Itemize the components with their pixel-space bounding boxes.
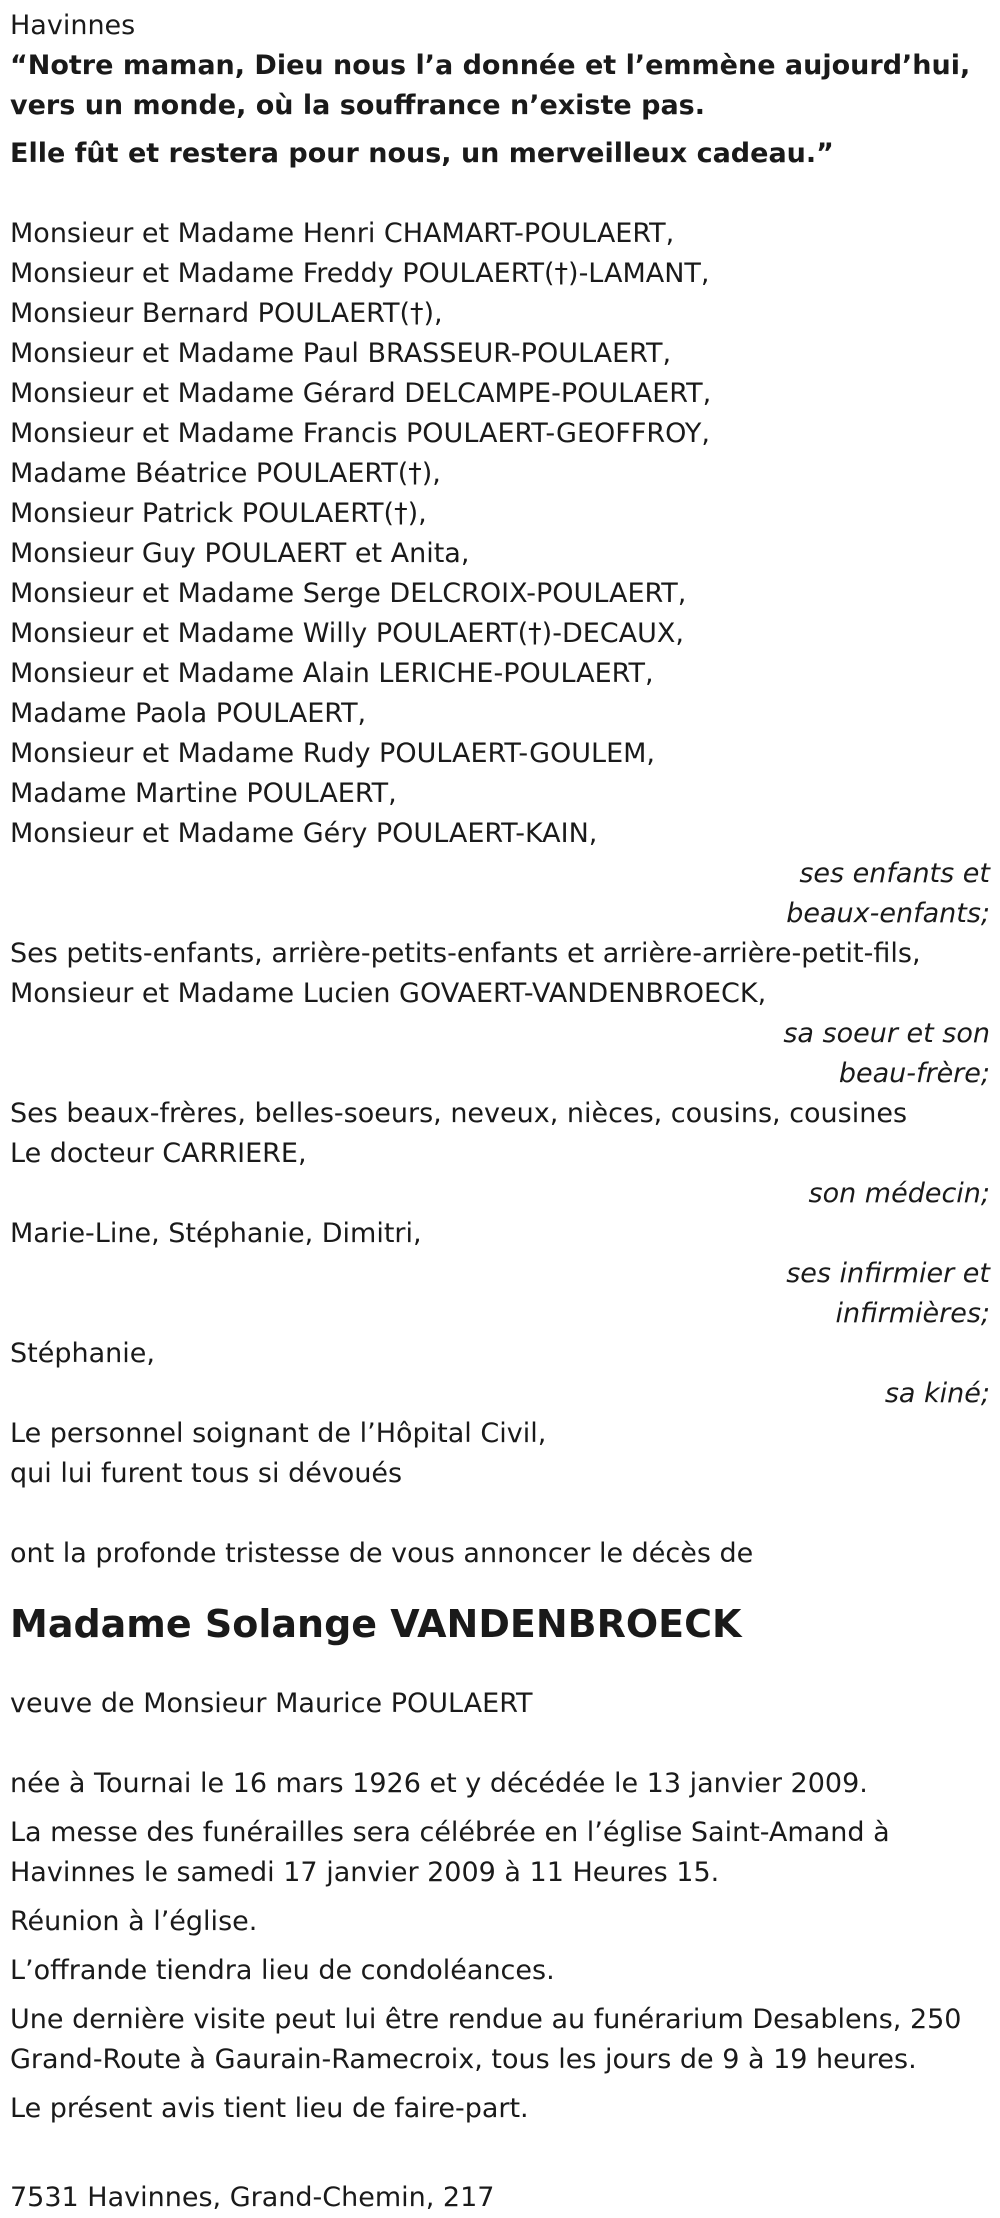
family-member: Monsieur et Madame Paul BRASSEUR-POULAERT, bbox=[10, 338, 672, 369]
place-name: Havinnes bbox=[10, 10, 136, 41]
family-member: Monsieur Bernard POULAERT(†), bbox=[10, 298, 443, 329]
family-member: Monsieur et Madame Géry POULAERT-KAIN, bbox=[10, 818, 598, 849]
staff-line-1: Le personnel soignant de l’Hôpital Civil, bbox=[10, 1418, 547, 1449]
grandchildren-line: Ses petits-enfants, arrière-petits-enfants et arrière-arrière-petit-fils, bbox=[10, 938, 921, 969]
deceased-name: Madame Solange VANDENBROECK bbox=[10, 1602, 742, 1646]
family-member: Monsieur Guy POULAERT et Anita, bbox=[10, 538, 470, 569]
visit-details: Une dernière visite peut lui être rendue au funérarium Desablens, 250 Grand-Route à Gaurain-Ramecroix, tous les jours de 9 à 19 heures. bbox=[10, 2004, 962, 2075]
family-list bbox=[10, 214, 990, 854]
notice-line: Le présent avis tient lieu de faire-part. bbox=[10, 2093, 529, 2124]
spacer bbox=[10, 2138, 990, 2178]
announcement-line: ont la profonde tristesse de vous annoncer le décès de bbox=[10, 1538, 754, 1569]
family-member: Monsieur et Madame Gérard DELCAMPE-POULAERT, bbox=[10, 378, 712, 409]
spacer bbox=[10, 1724, 990, 1764]
sister-line: Monsieur et Madame Lucien GOVAERT-VANDENBROECK, bbox=[10, 978, 767, 1009]
family-member: Monsieur et Madame Rudy POULAERT-GOULEM, bbox=[10, 738, 656, 769]
nurses-line: Marie-Line, Stéphanie, Dimitri, bbox=[10, 1218, 422, 1249]
relation-sister-1: sa soeur et son bbox=[783, 1018, 990, 1049]
relation-kine: sa kiné; bbox=[884, 1378, 990, 1409]
doctor-line: Le docteur CARRIERE, bbox=[10, 1138, 307, 1169]
relation-nurses-2: infirmières; bbox=[835, 1298, 990, 1329]
kine-line: Stéphanie, bbox=[10, 1338, 155, 1369]
family-member: Madame Martine POULAERT, bbox=[10, 778, 397, 809]
family-member: Madame Paola POULAERT, bbox=[10, 698, 367, 729]
relation-children-1: ses enfants et bbox=[799, 858, 990, 889]
quote-line-2: Elle fût et restera pour nous, un merveilleux cadeau.” bbox=[10, 138, 834, 169]
family-member: Monsieur et Madame Serge DELCROIX-POULAERT, bbox=[10, 578, 687, 609]
quote-line-1: “Notre maman, Dieu nous l’a donnée et l’emmène aujourd’hui, vers un monde, où la souffrance n’existe pas. bbox=[10, 50, 971, 121]
family-member: Monsieur et Madame Willy POULAERT(†)-DECAUX, bbox=[10, 618, 684, 649]
widow-of-line: veuve de Monsieur Maurice POULAERT bbox=[10, 1688, 533, 1719]
meeting-line: Réunion à l’église. bbox=[10, 1906, 258, 1937]
relation-sister-2: beau-frère; bbox=[838, 1058, 990, 1089]
spacer bbox=[10, 1494, 990, 1534]
staff-line-2: qui lui furent tous si dévoués bbox=[10, 1458, 403, 1489]
family-member: Monsieur et Madame Freddy POULAERT(†)-LAMANT, bbox=[10, 258, 710, 289]
relation-doctor: son médecin; bbox=[808, 1178, 990, 1209]
relation-nurses-1: ses infirmier et bbox=[786, 1258, 990, 1289]
family-member: Monsieur et Madame Henri CHAMART-POULAERT, bbox=[10, 218, 675, 249]
relation-children-2: beaux-enfants; bbox=[786, 898, 990, 929]
family-member: Monsieur et Madame Francis POULAERT-GEOFFROY, bbox=[10, 418, 710, 449]
family-member: Madame Béatrice POULAERT(†), bbox=[10, 458, 441, 489]
in-laws-line: Ses beaux-frères, belles-soeurs, neveux, nièces, cousins, cousines bbox=[10, 1098, 908, 1129]
address-line: 7531 Havinnes, Grand-Chemin, 217 bbox=[10, 2182, 495, 2213]
offering-line: L’offrande tiendra lieu de condoléances. bbox=[10, 1955, 555, 1986]
family-member: Monsieur et Madame Alain LERICHE-POULAERT, bbox=[10, 658, 654, 689]
birth-death-line: née à Tournai le 16 mars 1926 et y décédée le 13 janvier 2009. bbox=[10, 1768, 868, 1799]
family-member: Monsieur Patrick POULAERT(†), bbox=[10, 498, 427, 529]
spacer bbox=[10, 174, 990, 214]
mass-details: La messe des funérailles sera célébrée en l’église Saint-Amand à Havinnes le samedi 17 janvier 2009 à 11 Heures 15. bbox=[10, 1817, 890, 1888]
